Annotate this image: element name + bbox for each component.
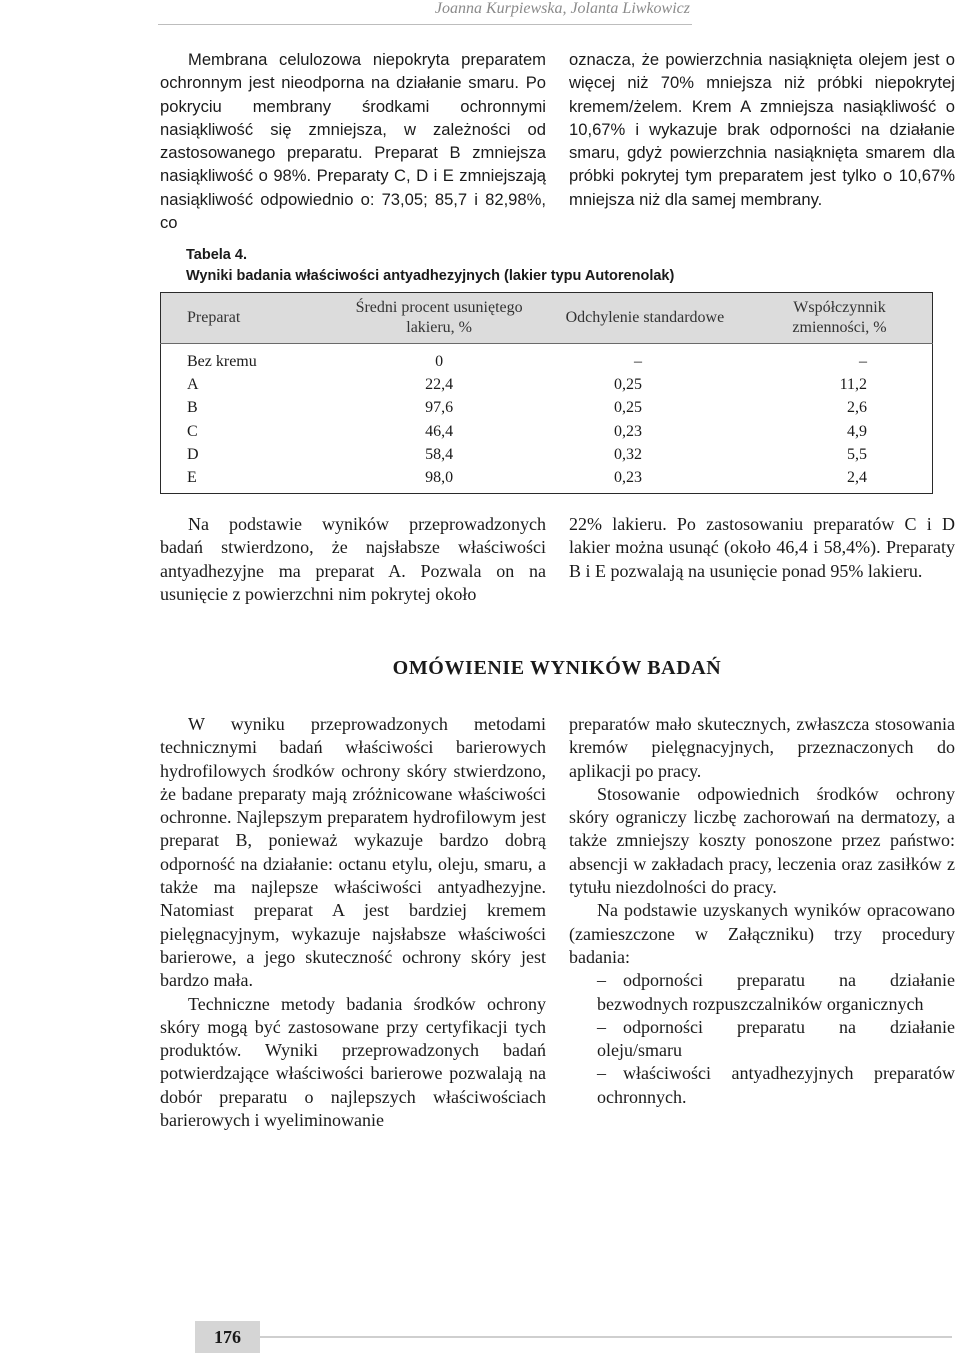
table-header-row	[161, 293, 933, 344]
table-row	[161, 443, 933, 466]
top-left-column	[160, 48, 546, 234]
cell-wspolczynnik: 11,2	[839, 376, 867, 394]
dash-marker: –	[597, 1063, 606, 1084]
cell-wspolczynnik: 2,4	[847, 469, 867, 487]
discussion-paragraph: preparatów mało skutecznych, zwłaszcza stosowania kremów pielęgnacyjnych, przeznaczonych do aplikacji po pracy.	[569, 714, 955, 781]
mid-left-paragraph: Na podstawie wyników przeprowadzonych badań stwierdzono, że najsłabsze właściwości antyadhezyjne ma preparat A. Pozwala on na usunięcie z powierzchni nim pokrytej około	[160, 514, 546, 604]
cell-preparat: D	[187, 445, 199, 463]
top-right-column	[569, 48, 955, 211]
header-preparat: Preparat	[161, 293, 336, 344]
discussion-paragraph: Stosowanie odpowiednich środków ochrony skóry ograniczy liczbę zachorowań na dermatozy, a także zmniejszy koszty ponoszone przez państwo: absencji w zakładach pracy, leczenia oraz zasiłków z tytułu niezdolności do pracy.	[569, 783, 955, 898]
footer-rule	[260, 1336, 952, 1338]
cell-sredni: 98,0	[425, 469, 454, 487]
table-number: Tabela 4.	[186, 247, 247, 263]
header-wspolczynnik: Współczynnik zmienności, %	[747, 293, 933, 344]
top-left-paragraph: Membrana celulozowa niepokryta preparatem ochronnym jest nieodporna na działanie smaru. Po pokryciu membrany środkami ochronnymi nasiąkliwość się zmniejsza, w zależności od zastosowanego preparatu. Preparat B zmniejsza nasiąkliwość o 98%. Preparaty C, D i E zmniejszają nasiąkliwość odpowiednio o: 73,05; 85,7 i 82,98%, co	[160, 50, 546, 233]
mid-left-column	[160, 513, 546, 606]
list-item	[569, 969, 955, 1016]
list-item-text: właściwości antyadhezyjnych preparatów ochronnych.	[597, 1063, 955, 1107]
top-right-paragraph: oznacza, że powierzchnia nasiąknięta olejem jest o więcej niż 70% mniejsza niż próbki niepokrytej kremem/żelem. Krem A zmniejsza nasiąkliwość o 10,67% i wykazuje brak odporności na działanie smaru, gdyż powierzchnia nasiąknięta smarem dla próbki pokrytej tym preparatem jest tylko o 10,67% mniejsza niż dla samej membrany.	[569, 50, 955, 209]
dash-marker: –	[597, 970, 606, 991]
discussion-paragraph: W wyniku przeprowadzonych metodami technicznymi badań właściwości barierowych hydrofilowych środków ochrony skóry stwierdzono, że badane preparaty mają zróżnicowane właściwości ochronne. Najlepszym preparatem hydrofilowym jest preparat B, ponieważ wykazuje bardzo dobrą odporność na działanie: octanu etylu, oleju, smaru, a także ma najlepsze właściwości antyadhezyjne. Natomiast preparat A jest bardziej kremem pielęgnacyjnym, wykazuje najsłabsze właściwości barierowe, a jego skuteczność ochrony skóry jest bardzo mała.	[160, 714, 546, 991]
section-heading: OMÓWIENIE WYNIKÓW BADAŃ	[392, 657, 722, 679]
cell-sredni: 46,4	[425, 422, 454, 440]
cell-preparat: C	[187, 422, 198, 440]
cell-sredni: 58,4	[425, 445, 454, 463]
table-row	[161, 344, 933, 374]
mid-right-paragraph: 22% lakieru. Po zastosowaniu preparatów C i D lakier można usunąć (około 46,4 i 58,4%). Preparaty B i E pozwalają na usunięcie ponad 95% lakieru.	[569, 514, 955, 581]
cell-preparat: Bez kremu	[187, 353, 257, 370]
dash-marker: –	[597, 1016, 606, 1037]
discussion-left-column	[160, 713, 546, 1132]
cell-wspolczynnik: 2,6	[847, 399, 867, 417]
table-row	[161, 420, 933, 443]
list-item	[569, 1016, 955, 1063]
cell-sredni: 0	[435, 353, 444, 370]
cell-wspolczynnik: 5,5	[847, 445, 867, 463]
discussion-right-column	[569, 713, 955, 1109]
cell-preparat: B	[187, 399, 198, 417]
cell-preparat: A	[187, 376, 199, 394]
list-item-text: odporności preparatu na działanie oleju/smaru	[597, 1016, 955, 1061]
cell-sredni: 97,6	[425, 399, 454, 417]
header-sredni: Średni procent usuniętego lakieru, %	[335, 293, 542, 344]
cell-wspolczynnik: –	[859, 353, 867, 370]
cell-odchylenie: 0,25	[614, 399, 642, 417]
cell-wspolczynnik: 4,9	[847, 422, 867, 440]
running-header-authors: Joanna Kurpiewska, Jolanta Liwkowicz	[434, 0, 690, 17]
cell-odchylenie: 0,32	[614, 445, 642, 463]
results-table	[160, 292, 933, 494]
table-row	[161, 466, 933, 494]
discussion-paragraph: Techniczne metody badania środków ochrony skóry mogą być zastosowane przy certyfikacji tych produktów. Wyniki przeprowadzonych badań potwierdzające właściwości barierowe pozwalają na dobór preparatu o najlepszych właściwościach barierowych i wyeliminowanie	[160, 993, 546, 1131]
running-header	[158, 0, 692, 25]
list-item-text: odporności preparatu na działanie bezwodnych rozpuszczalników organicznych	[597, 970, 955, 1014]
cell-sredni: 22,4	[425, 376, 454, 394]
table-row	[161, 373, 933, 396]
cell-preparat: E	[187, 469, 197, 487]
mid-right-column	[569, 513, 955, 583]
page-number: 176	[195, 1321, 260, 1353]
table-row	[161, 396, 933, 419]
table-title: Wyniki badania właściwości antyadhezyjnych (lakier typu Autorenolak)	[186, 268, 675, 284]
cell-odchylenie: 0,23	[614, 422, 642, 440]
list-item	[569, 1062, 955, 1109]
header-odchylenie: Odchylenie standardowe	[543, 293, 747, 344]
discussion-paragraph: Na podstawie uzyskanych wyników opracowano (zamieszczone w Załączniku) trzy procedury badania:	[569, 900, 955, 967]
cell-odchylenie: 0,25	[614, 376, 642, 394]
cell-odchylenie: –	[634, 353, 642, 370]
cell-odchylenie: 0,23	[614, 469, 642, 487]
